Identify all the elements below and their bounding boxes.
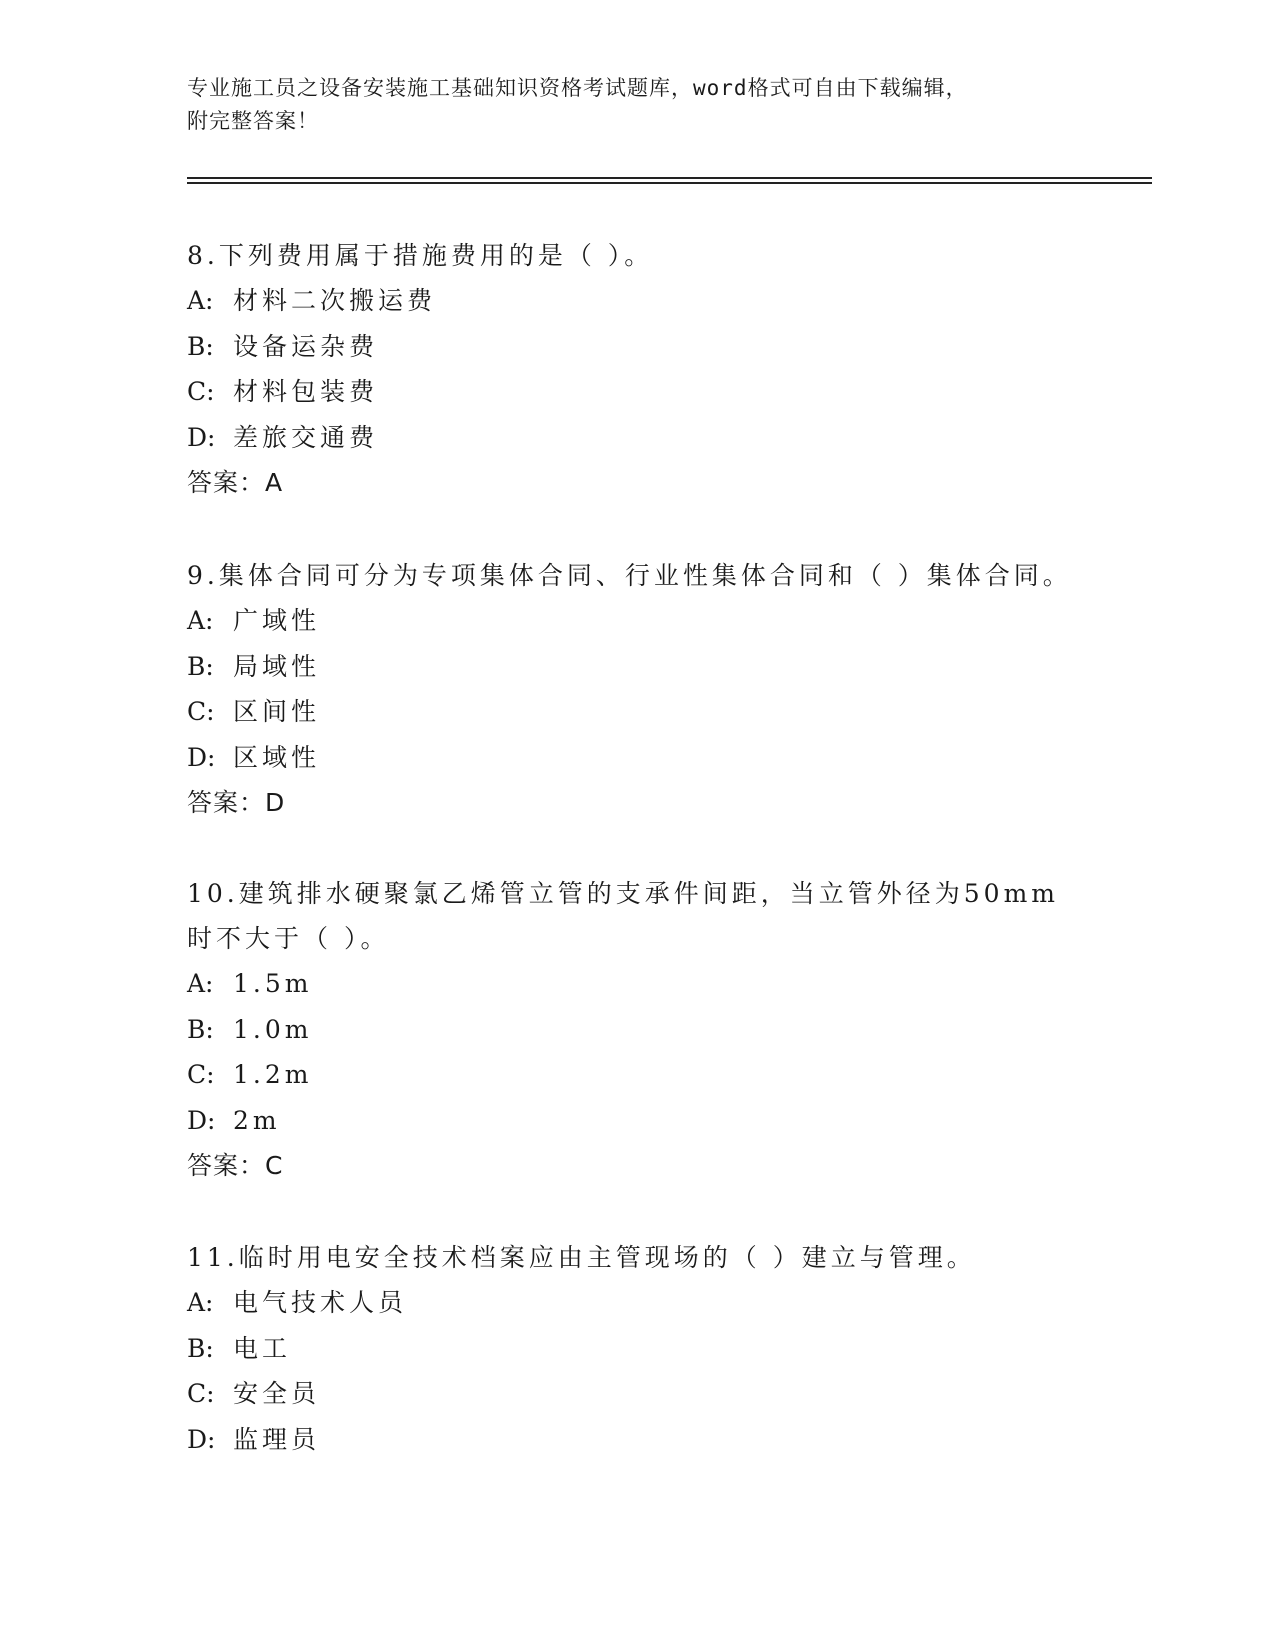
option-letter: B: — [187, 1333, 214, 1363]
question-10 — [187, 871, 1087, 1188]
option-letter: B: — [187, 651, 214, 681]
option-a — [187, 278, 1087, 324]
option-letter: D: — [187, 1105, 216, 1135]
header-rule-bottom — [187, 182, 1152, 184]
option-letter: C: — [187, 697, 215, 726]
option-text: 差旅交通费 — [233, 422, 379, 452]
option-text: 材料二次搬运费 — [233, 286, 437, 315]
option-text: 区域性 — [233, 742, 321, 772]
option-text: 安全员 — [233, 1379, 321, 1408]
option-letter: A: — [187, 969, 214, 998]
question-11 — [187, 1235, 1087, 1462]
question-stem: 11.临时用电安全技术档案应由主管现场的（ ）建立与管理。 — [187, 1243, 976, 1272]
option-b — [187, 1007, 1087, 1053]
question-stem: 10.建筑排水硬聚氯乙烯管立管的支承件间距，当立管外径为50mm时不大于（ ）。 — [187, 879, 1059, 953]
option-letter: C: — [187, 1060, 215, 1089]
header-rule-top — [187, 177, 1152, 179]
answer-line — [187, 1143, 1087, 1188]
question-stem: 9.集体合同可分为专项集体合同、行业性集体合同和（ ）集体合同。 — [187, 561, 1072, 590]
option-b — [187, 644, 1087, 690]
option-letter: A: — [187, 606, 214, 635]
question-8 — [187, 233, 1087, 505]
answer-value: C — [265, 1151, 284, 1180]
header-line-2: 附完整答案！ — [187, 109, 319, 133]
option-d — [187, 415, 1087, 461]
answer-value: D — [265, 788, 286, 817]
option-letter: D: — [187, 1424, 216, 1454]
option-text: 电气技术人员 — [233, 1288, 408, 1317]
option-c — [187, 1371, 1087, 1417]
option-text: 区间性 — [233, 697, 321, 726]
option-letter: D: — [187, 742, 216, 772]
option-letter: A: — [187, 1288, 214, 1317]
question-9 — [187, 553, 1087, 825]
option-d — [187, 1417, 1087, 1463]
option-letter: B: — [187, 1014, 214, 1044]
option-text: 电工 — [233, 1333, 292, 1363]
option-letter: C: — [187, 377, 215, 406]
question-stem: 8.下列费用属于措施费用的是（ ）。 — [187, 241, 654, 270]
option-text: 局域性 — [233, 651, 321, 681]
option-a — [187, 598, 1087, 644]
option-text: 1.5m — [233, 969, 313, 998]
option-text: 2m — [233, 1105, 281, 1135]
option-a — [187, 1280, 1087, 1326]
option-text: 1.0m — [233, 1014, 313, 1044]
answer-label: 答案： — [187, 1151, 266, 1180]
answer-line — [187, 460, 1087, 505]
answer-line — [187, 780, 1087, 825]
option-letter: A: — [187, 286, 214, 315]
option-d — [187, 735, 1087, 781]
option-letter: C: — [187, 1379, 215, 1408]
option-text: 广域性 — [233, 606, 321, 635]
option-c — [187, 1052, 1087, 1098]
option-b — [187, 324, 1087, 370]
document-header — [187, 72, 1087, 138]
option-b — [187, 1326, 1087, 1372]
option-d — [187, 1098, 1087, 1144]
option-text: 监理员 — [233, 1424, 321, 1454]
option-text: 材料包装费 — [233, 377, 379, 406]
option-a — [187, 961, 1087, 1007]
option-letter: D: — [187, 422, 216, 452]
option-letter: B: — [187, 331, 214, 361]
option-c — [187, 369, 1087, 415]
header-line-1: 专业施工员之设备安装施工基础知识资格考试题库，word格式可自由下载编辑， — [187, 76, 968, 100]
option-text: 1.2m — [233, 1060, 313, 1089]
answer-label: 答案： — [187, 468, 266, 497]
option-c — [187, 689, 1087, 735]
answer-label: 答案： — [187, 788, 266, 817]
option-text: 设备运杂费 — [233, 331, 379, 361]
answer-value: A — [265, 468, 284, 497]
